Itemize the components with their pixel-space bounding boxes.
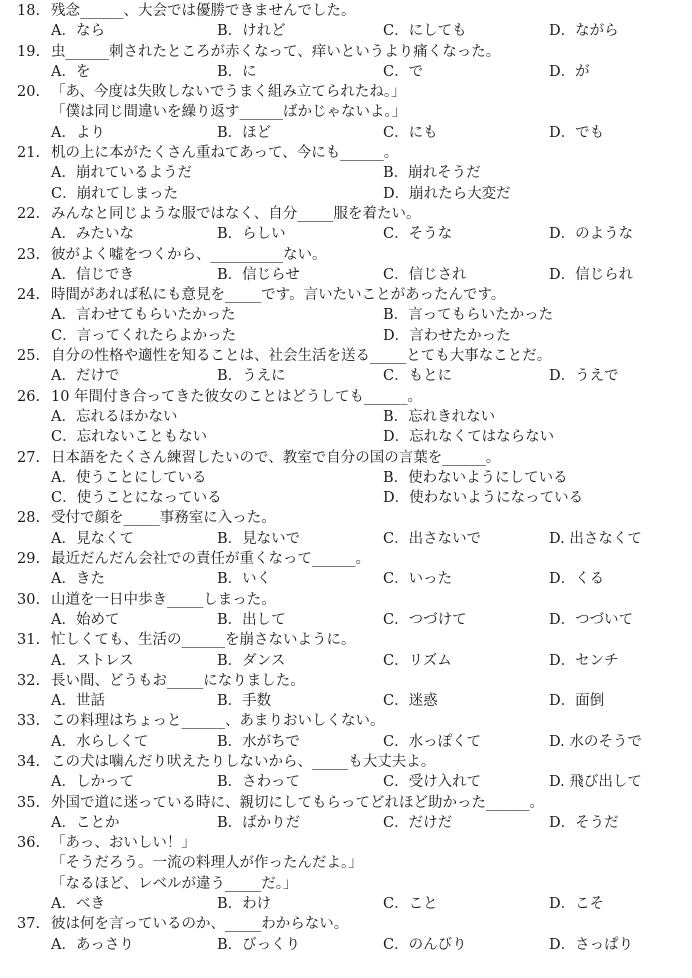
question-30 (0, 590, 692, 631)
question-stem-line (0, 793, 692, 813)
options-row (0, 305, 692, 325)
question-36 (0, 833, 692, 914)
question-text: 最近だんだん会社での責任が重くなって______。 (51, 551, 370, 568)
options-row (0, 772, 692, 792)
option-a[interactable]: A．あっさり (51, 936, 134, 953)
option-d[interactable]: D．言わせたかった (383, 327, 511, 344)
question-text: 日本語をたくさん練習したいので、教室で自分の国の言葉を______。 (51, 449, 501, 466)
question-number: 23. (17, 246, 41, 263)
question-25 (0, 346, 692, 387)
option-c[interactable]: C．にも (383, 124, 438, 141)
option-d[interactable]: D. 飛び出して (549, 774, 642, 791)
question-text: 「そうだろう。一流の料理人が作ったんだよ。」 (51, 855, 363, 872)
option-b[interactable]: B．びっくり (217, 936, 301, 953)
option-b[interactable]: B．手数 (217, 693, 272, 710)
question-text: みんなと同じような服ではなく、自分_____服を着たい。 (51, 205, 421, 222)
option-a[interactable]: A．ストレス (51, 652, 134, 669)
options-row (0, 610, 692, 630)
question-stem-line (0, 1, 692, 21)
question-stem-line (0, 42, 692, 62)
question-number: 27. (17, 449, 41, 466)
options-row (0, 732, 692, 752)
options-row (0, 163, 692, 183)
question-number: 32. (17, 672, 41, 689)
option-c[interactable]: C．リズム (383, 652, 452, 669)
question-text: 山道を一日中歩き_____しまった。 (51, 591, 276, 608)
option-c[interactable]: C．で (383, 63, 424, 80)
option-b[interactable]: B．水がちで (217, 733, 301, 750)
option-d[interactable]: D．でも (549, 124, 605, 141)
option-a[interactable]: A．きた (51, 571, 105, 588)
question-text: 「あっ、おいしい！」 (51, 835, 196, 852)
option-b[interactable]: B．ばかりだ (217, 814, 301, 831)
option-b[interactable]: B．信じらせ (217, 266, 300, 283)
option-d[interactable]: D．うえで (549, 368, 619, 385)
question-number: 33. (17, 713, 41, 730)
options-row (0, 265, 692, 285)
option-d[interactable]: D. 水のそうで (549, 733, 642, 750)
question-text: 長い間、どうもお_____になりました。 (51, 672, 305, 689)
options-row (0, 62, 692, 82)
question-text: 彼は何を言っているのか、_____わからない。 (51, 916, 349, 933)
options-row (0, 21, 692, 41)
option-d[interactable]: D．使わないようになっている (383, 490, 584, 507)
options-row (0, 366, 692, 386)
options-row (0, 488, 692, 508)
option-c[interactable]: C．受け入れて (383, 774, 482, 791)
option-c[interactable]: C．出さないで (383, 530, 482, 547)
question-27 (0, 448, 692, 509)
option-a[interactable]: A．崩れているようだ (51, 165, 192, 182)
option-c[interactable]: C．言ってくれたらよかった (51, 327, 237, 344)
option-c[interactable]: C．崩れてしまった (51, 185, 179, 202)
options-row (0, 529, 692, 549)
question-stem-line (0, 346, 692, 366)
question-text: 残念______、大会では優勝できませんでした。 (51, 3, 356, 19)
question-text: 受付で顔を_____事務室に入った。 (51, 510, 276, 527)
question-33 (0, 711, 692, 752)
option-b[interactable]: B．言ってもらいたかった (383, 307, 554, 324)
question-text: 彼がよく嘘をつくから、__________ない。 (51, 246, 327, 263)
question-stem-line (0, 630, 692, 650)
option-a[interactable]: A．使うことにしている (51, 469, 207, 486)
question-number: 34. (17, 753, 41, 770)
question-text: 「なるほど、レベルが違う_____だ。」 (51, 875, 298, 892)
option-d[interactable]: D．そうだ (549, 814, 619, 831)
option-c[interactable]: C．こと (383, 896, 438, 913)
option-a[interactable]: A．べき (51, 896, 105, 913)
option-c[interactable]: C．にしても (383, 23, 467, 40)
question-number: 24. (17, 287, 41, 304)
question-stem-line (0, 549, 692, 569)
question-stem-line (0, 752, 692, 772)
option-a[interactable]: A．より (51, 124, 105, 141)
option-c[interactable]: C．つづけて (383, 611, 467, 628)
question-number: 29. (17, 551, 41, 568)
question-text: 虫______刺されたところが赤くなって、痒いというより痛くなった。 (51, 43, 501, 60)
question-number: 20. (17, 84, 41, 101)
option-d[interactable]: D．センチ (549, 652, 619, 669)
question-stem-line (0, 874, 692, 894)
question-stem-line (0, 853, 692, 873)
question-stem-line (0, 82, 692, 102)
option-a[interactable]: A．を (51, 63, 91, 80)
options-row (0, 569, 692, 589)
question-32 (0, 671, 692, 712)
option-c[interactable]: C．そうな (383, 226, 453, 243)
option-b[interactable]: B．使わないようにしている (383, 469, 568, 486)
question-text: この料理はちょっと______、あまりおいしくない。 (51, 713, 385, 730)
question-text: 外国で道に迷っている時に、親切にしてもらってどれほど助かった______。 (51, 794, 544, 811)
option-c[interactable]: C．忘れないこともない (51, 429, 208, 446)
question-stem-line (0, 285, 692, 305)
question-number: 31. (17, 632, 41, 649)
question-text: 「あ、今度は失敗しないでうまく組み立てられたね。」 (51, 84, 406, 101)
question-number: 22. (17, 205, 41, 222)
question-text: 時間があれば私にも意見を_____です。言いたいことがあったんです。 (51, 287, 506, 304)
option-a[interactable]: A．言わせてもらいたかった (51, 307, 236, 324)
option-a[interactable]: A．忘れるほかない (51, 408, 178, 425)
question-stem-line (0, 711, 692, 731)
question-37 (0, 914, 692, 955)
question-stem-line (0, 914, 692, 934)
options-row (0, 894, 692, 914)
question-stem-line (0, 508, 692, 528)
option-a[interactable]: A．だけで (51, 368, 120, 385)
question-number: 19. (17, 43, 41, 60)
question-24 (0, 285, 692, 346)
option-b[interactable]: B．に (217, 63, 257, 80)
option-c[interactable]: C．水っぽくて (383, 733, 482, 750)
option-a[interactable]: A．水らしくて (51, 733, 149, 750)
option-c[interactable]: C．いった (383, 571, 453, 588)
question-number: 30. (17, 591, 41, 608)
option-b[interactable]: B．見ないで (217, 530, 301, 547)
options-row (0, 468, 692, 488)
question-stem-line (0, 204, 692, 224)
option-b[interactable]: B．崩れそうだ (383, 165, 481, 182)
option-c[interactable]: C．信じされ (383, 266, 467, 283)
options-row (0, 813, 692, 833)
option-a[interactable]: A．見なくて (51, 530, 134, 547)
option-b[interactable]: B．ダンス (217, 652, 286, 669)
question-stem-line (0, 245, 692, 265)
option-d[interactable]: D．さっぱり (549, 936, 634, 953)
option-c[interactable]: C．のんびり (383, 936, 467, 953)
option-b[interactable]: B．わけ (217, 896, 272, 913)
question-text: 自分の性格や適性を知ることは、社会生活を送る_____とても大事なことだ。 (51, 348, 552, 365)
option-d[interactable]: D. 出さなくて (549, 530, 642, 547)
option-d[interactable]: D．面倒 (549, 693, 605, 710)
question-number: 21. (17, 145, 41, 162)
option-c[interactable]: C．もとに (383, 368, 453, 385)
question-number: 25. (17, 348, 41, 365)
option-c[interactable]: C．迷惑 (383, 693, 438, 710)
question-number: 18. (17, 3, 41, 19)
options-row (0, 935, 692, 955)
option-a[interactable]: A．みたいな (51, 226, 134, 243)
question-number: 26. (17, 388, 41, 405)
option-b[interactable]: B．うえに (217, 368, 286, 385)
question-text: 「僕は同じ間違いを繰り返す______ばかじゃないよ。」 (51, 104, 407, 121)
question-number: 37. (17, 916, 41, 933)
question-number: 28. (17, 510, 41, 527)
question-number: 35. (17, 794, 41, 811)
option-d[interactable]: D．のような (549, 226, 634, 243)
options-row (0, 326, 692, 346)
option-d[interactable]: D．信じられ (549, 266, 634, 283)
option-b[interactable]: B．いく (217, 571, 272, 588)
option-b[interactable]: B．さわって (217, 774, 301, 791)
question-26 (0, 387, 692, 448)
question-stem-line (0, 143, 692, 163)
question-stem-line (0, 590, 692, 610)
option-a[interactable]: A．しかって (51, 774, 134, 791)
question-23 (0, 245, 692, 286)
question-29 (0, 549, 692, 590)
question-stem-line (0, 102, 692, 122)
option-b[interactable]: B．けれど (217, 23, 286, 40)
question-34 (0, 752, 692, 793)
option-b[interactable]: B．出して (217, 611, 286, 628)
option-a[interactable]: A．なら (51, 23, 105, 40)
question-22 (0, 204, 692, 245)
option-b[interactable]: B．ほど (217, 124, 272, 141)
option-a[interactable]: A．ことか (51, 814, 120, 831)
question-21 (0, 143, 692, 204)
option-d[interactable]: D．つづいて (549, 611, 634, 628)
option-d[interactable]: D．くる (549, 571, 605, 588)
options-row (0, 184, 692, 204)
question-text: 忙しくても、生活の______を崩さないように。 (51, 632, 356, 649)
question-19 (0, 42, 692, 83)
option-a[interactable]: A．信じでき (51, 266, 134, 283)
question-35 (0, 793, 692, 834)
options-row (0, 427, 692, 447)
options-row (0, 407, 692, 427)
question-stem-line (0, 387, 692, 407)
question-text: 机の上に本がたくさん重ねてあって、今にも______。 (51, 145, 399, 162)
question-stem-line (0, 671, 692, 691)
option-d[interactable]: D．ながら (549, 23, 619, 40)
option-b[interactable]: B．忘れきれない (383, 408, 496, 425)
question-stem-line (0, 833, 692, 853)
options-row (0, 224, 692, 244)
option-d[interactable]: D．崩れたら大変だ (383, 185, 511, 202)
options-row (0, 123, 692, 143)
question-18 (0, 1, 692, 42)
options-row (0, 691, 692, 711)
option-a[interactable]: A．世話 (51, 693, 105, 710)
question-31 (0, 630, 692, 671)
question-number: 36. (17, 835, 41, 852)
option-d[interactable]: D．が (549, 63, 590, 80)
option-c[interactable]: C．だけだ (383, 814, 453, 831)
option-d[interactable]: D．こそ (549, 896, 605, 913)
option-b[interactable]: B．らしい (217, 226, 286, 243)
option-c[interactable]: C．使うことになっている (51, 490, 222, 507)
question-20 (0, 82, 692, 143)
question-28 (0, 508, 692, 549)
option-d[interactable]: D．忘れなくてはならない (383, 429, 555, 446)
options-row (0, 651, 692, 671)
option-a[interactable]: A．始めて (51, 611, 120, 628)
question-text: 10 年間付き合ってきた彼女のことはどうしても______。 (51, 388, 423, 405)
question-text: この犬は噛んだり吠えたりしないから、_____も大丈夫よ。 (51, 753, 436, 770)
question-stem-line (0, 448, 692, 468)
